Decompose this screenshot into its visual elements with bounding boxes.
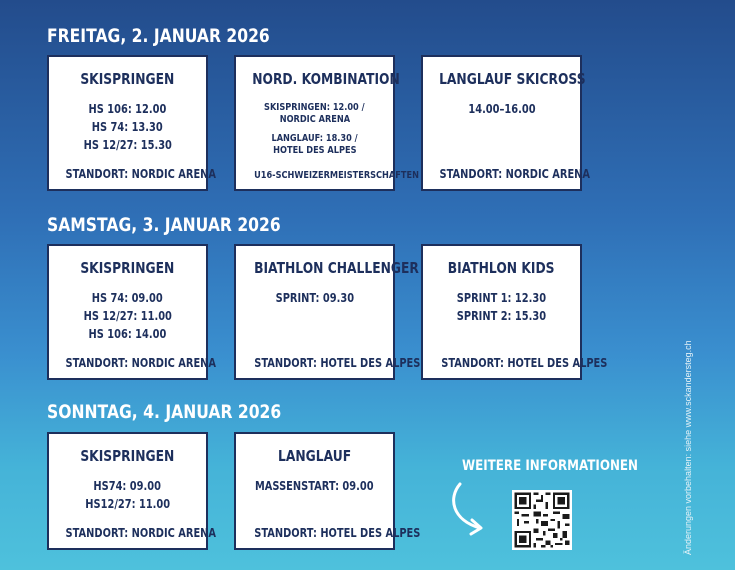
event-card-skispringen-friday xyxy=(47,55,217,191)
curved-arrow-icon xyxy=(446,480,490,536)
event-card-nord-kombination xyxy=(234,55,419,191)
event-title: NORD. KOMBINATION xyxy=(252,70,400,88)
event-location: STANDORT: NORDIC ARENA xyxy=(65,356,217,370)
event-location: STANDORT: HOTEL DES ALPES xyxy=(441,356,608,370)
event-title: SKISPRINGEN xyxy=(80,259,175,277)
event-card-langlauf-skicross xyxy=(421,55,591,191)
event-time: SPRINT: 09.30 xyxy=(275,291,354,305)
event-time: HS 74: 13.30 xyxy=(92,120,163,134)
event-time: HS 74: 09.00 xyxy=(92,291,163,305)
more-info-heading: WEITERE INFORMATIONEN xyxy=(462,458,639,474)
event-title: SKISPRINGEN xyxy=(80,70,175,88)
event-title: BIATHLON KIDS xyxy=(448,259,555,277)
event-title: SKISPRINGEN xyxy=(80,447,175,465)
event-card-skispringen-sunday xyxy=(47,432,217,550)
event-card-skispringen-saturday xyxy=(47,244,217,380)
event-card-langlauf xyxy=(234,432,421,550)
event-title: LANGLAUF xyxy=(277,447,352,465)
event-time: HS74: 09.00 xyxy=(93,479,162,493)
day-title-friday: FREITAG, 2. JANUAR 2026 xyxy=(47,25,270,47)
event-time: HS 106: 14.00 xyxy=(88,327,167,341)
event-footer: U16-SCHWEIZERMEISTERSCHAFTEN xyxy=(254,170,419,181)
event-detail: NORDIC ARENA xyxy=(279,114,350,125)
event-detail: HOTEL DES ALPES xyxy=(272,145,357,156)
event-time: HS 106: 12.00 xyxy=(88,102,167,116)
event-location: STANDORT: NORDIC ARENA xyxy=(65,167,217,181)
event-card-biathlon-kids xyxy=(421,244,608,380)
disclaimer-note: Änderungen vorbehalten: siehe www.sckandersteg.ch xyxy=(683,340,693,555)
qr-code-icon[interactable] xyxy=(512,490,572,550)
event-location: STANDORT: HOTEL DES ALPES xyxy=(254,526,421,540)
event-time: MASSENSTART: 09.00 xyxy=(255,479,374,493)
event-time: HS 12/27: 15.30 xyxy=(83,138,172,152)
event-time: 14.00–16.00 xyxy=(467,102,536,116)
event-time: SPRINT 2: 15.30 xyxy=(456,309,547,323)
event-time: SPRINT 1: 12.30 xyxy=(456,291,547,305)
day-title-saturday: SAMSTAG, 3. JANUAR 2026 xyxy=(47,214,281,236)
event-time: HS12/27: 11.00 xyxy=(85,497,170,511)
event-detail: SKISPRINGEN: 12.00 / xyxy=(264,102,365,113)
event-title: BIATHLON CHALLENGER xyxy=(254,259,419,277)
event-detail: LANGLAUF: 18.30 / xyxy=(271,133,358,144)
event-time: HS 12/27: 11.00 xyxy=(83,309,172,323)
event-location: STANDORT: NORDIC ARENA xyxy=(439,167,591,181)
event-location: STANDORT: NORDIC ARENA xyxy=(65,526,217,540)
event-card-biathlon-challenger xyxy=(234,244,421,380)
event-location: STANDORT: HOTEL DES ALPES xyxy=(254,356,421,370)
day-title-sunday: SONNTAG, 4. JANUAR 2026 xyxy=(47,401,282,423)
event-title: LANGLAUF SKICROSS xyxy=(439,70,586,88)
